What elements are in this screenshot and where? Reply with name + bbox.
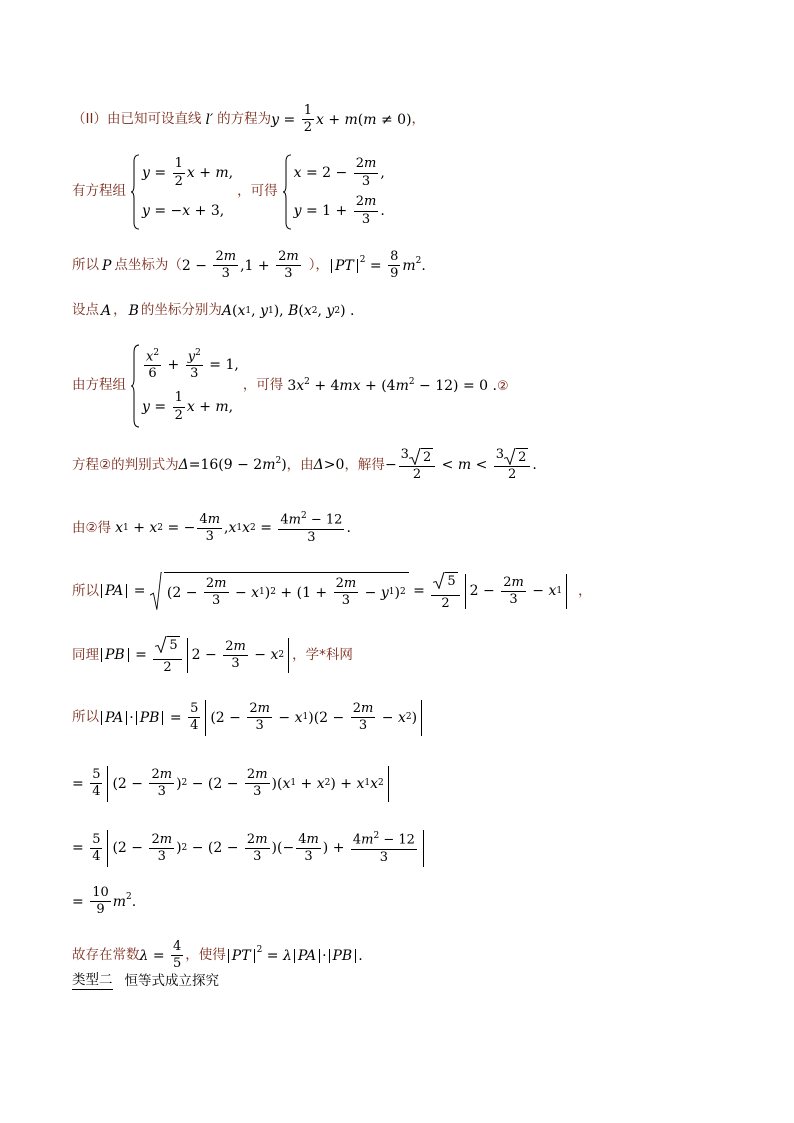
text-l14-mid: ，使得 [185, 947, 226, 964]
text-l4-mid: 的坐标分别为 [140, 302, 222, 319]
expansion-step-1: = $\frac{5}{4}$ (2 − $\frac{2m}{3}$ ) 2 − (2 − $\frac{2m}{3}$ )( x 1 + x 2 ) + x 1 x 2 [72, 766, 392, 802]
vieta-formulas: x 1 + x 2 = − $\frac{4m}{3}$ , x 1 x 2 = $\frac{4m^2 - 12}{3}$ . [115, 511, 351, 545]
text-l1-suffix: ， [411, 111, 426, 128]
text-l7-prefix: 由②得 [72, 519, 112, 536]
point-A: A [101, 303, 112, 319]
text-l8-suffix: ， [578, 582, 592, 599]
system-1-solution: x = 2 − $\frac{2m}{3}$ , y = 1 + $\frac{2m}{3}$ . [282, 154, 385, 230]
line-13 [72, 886, 136, 918]
line-10 [72, 700, 425, 736]
text-l14-prefix: 故存在常数 [72, 947, 140, 964]
quadratic-equation: 3 x $^2$ + 4 mx + (4 m $^2$ − 12) = 0 . [287, 376, 497, 394]
expansion-step-2: = $\frac{5}{4}$ (2 − $\frac{2m}{3}$ ) 2 − (2 − $\frac{2m}{3}$ )(− $\frac{4m}{3}$ ) + $\frac{4m^2 - 12}{3}$ [72, 830, 427, 867]
equation-marker: ② [496, 378, 509, 394]
line-symbol: l′ [205, 111, 214, 128]
line-equation: y = $\frac{1}{2}$ x + m ( m ≠ 0) [271, 103, 412, 136]
text-l1-mid: 的方程为 [217, 111, 272, 128]
text-l10-prefix: 所以 [72, 709, 99, 726]
text-l8-prefix: 所以 [72, 582, 99, 599]
PB-length: PB = $\frac{5}{2}$ 2 − $\frac{2m}{3}$ − x 2 [99, 636, 292, 675]
system-2: $\frac{x^2}{6}$ + $\frac{y^2}{3}$ = 1, y = $\frac{1}{2}$ x + m , [130, 344, 239, 428]
text-l1-prefix: （II）由已知可设直线 [72, 111, 202, 128]
point-P-coords: 2 − $\frac{2m}{3}$ ,1 + $\frac{2m}{3}$ [181, 249, 299, 282]
section-title: 恒等式成立探究 [124, 973, 219, 989]
text-l2-prefix: 有方程组 [72, 183, 126, 200]
text-l2-mid: ，可得 [237, 183, 278, 200]
text-l9-suffix: ，学*科网 [292, 646, 353, 663]
conclusion-equation: PT $^2$ = λ PA · PB . [226, 949, 363, 963]
system-1: y = $\frac{1}{2}$ x + m , y = − x + 3, [130, 154, 233, 230]
line-7 [72, 512, 351, 545]
discriminant-positive: Δ >0 [313, 457, 345, 474]
text-l3-close: ）， [308, 257, 329, 274]
section-type-label: 类型二 [72, 972, 113, 988]
text-l5-prefix: 由方程组 [72, 377, 126, 394]
line-2 [72, 154, 389, 230]
m-range: − 3 2 2 < m < 3 2 2 . [384, 447, 537, 483]
text-l4-comma: ， [113, 302, 127, 319]
expansion-result: = $\frac{10}{9}$ m $^2$ . [72, 885, 137, 918]
line-3 [72, 250, 426, 282]
line-14 [72, 940, 363, 972]
text-l6-prefix: 方程②的判别式为 [72, 456, 179, 473]
lambda-value: λ = $\frac{4}{5}$ [139, 939, 182, 972]
line-4 [72, 304, 354, 318]
PA-times-PB: PA · PB = $\frac{5}{4}$ (2 − $\frac{2m}{3}$ − x 1 )(2 − $\frac{2m}{3}$ − x 2 ) [99, 700, 425, 736]
text-l3-prefix: 所以 [72, 257, 99, 274]
line-1 [72, 104, 425, 136]
line-15 [72, 974, 219, 990]
line-11 [72, 766, 392, 802]
line-12 [72, 830, 427, 867]
text-l6-mid: ，由 [286, 456, 314, 473]
line-9 [72, 636, 353, 675]
text-l5-mid: ，可得 [242, 377, 284, 394]
line-8 [72, 572, 592, 611]
PT-squared: PT $^2$ = $\frac{8}{9}$ m $^2$ . [329, 250, 426, 282]
discriminant: Δ =16(9 − 2 m $^2$ ) [178, 455, 287, 474]
text-l4: 设点 [72, 302, 99, 319]
text-l9-prefix: 同理 [72, 646, 99, 663]
AB-coords: A ( x 1 , y 1 ), B ( x 2 , y 2 ) . [221, 303, 355, 319]
text-l6-mid2: ，解得 [344, 456, 385, 473]
point-B: B [128, 303, 139, 319]
line-5 [72, 344, 509, 428]
PA-length: PA = (2 − $\frac{2m}{3}$ − x 1 ) 2 + (1 + $\frac{2m}{3}$ − y 1 ) 2 = $\frac{5}{2}$ 2 − $\frac{2m}{3}$ − x 1 [99, 572, 570, 611]
line-6 [72, 448, 537, 483]
point-P: P [102, 257, 112, 274]
text-l3-mid: 点坐标为（ [114, 257, 182, 274]
